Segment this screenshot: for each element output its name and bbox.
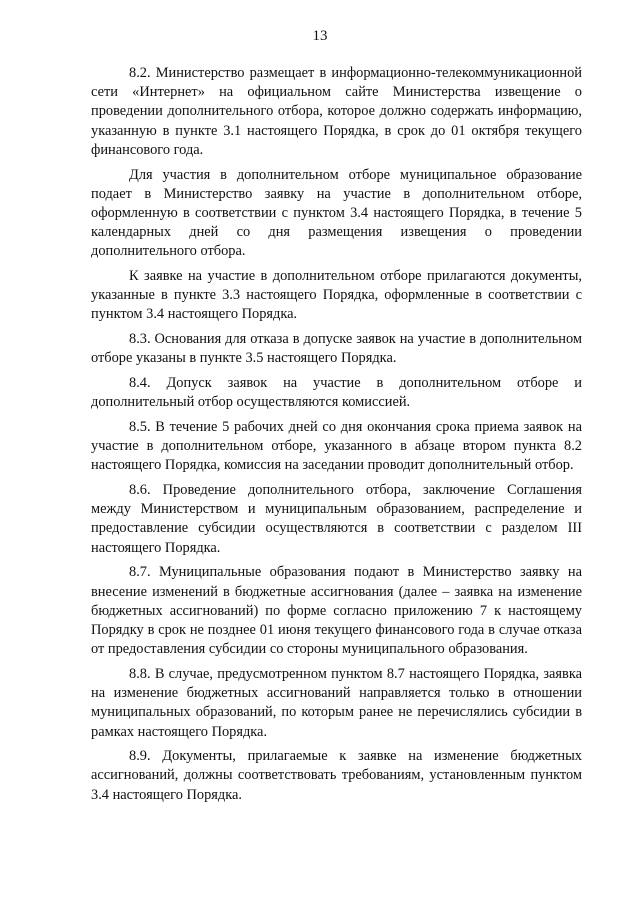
paragraph-8-2: 8.2. Министерство размещает в информационно-телекоммуникационной сети «Интернет» на официальном сайте Министерства извещение о проведении дополнительного отбора, которое должно содержать информацию, указанную в пункте 3.1 настоящего Порядка, в срок до 01 октября текущего финансового года. xyxy=(91,65,582,158)
paragraph-8-4: 8.4. Допуск заявок на участие в дополнительном отборе и дополнительный отбор осуществляются комиссией. xyxy=(91,375,582,411)
paragraph-8-3: 8.3. Основания для отказа в допуске заявок на участие в дополнительном отборе указаны в пункте 3.5 настоящего Порядка. xyxy=(91,331,582,367)
paragraph-8-9: 8.9. Документы, прилагаемые к заявке на изменение бюджетных ассигнований, должны соответствовать требованиям, установленным пунктом 3.4 настоящего Порядка. xyxy=(91,748,582,803)
paragraph-8-6: 8.6. Проведение дополнительного отбора, заключение Соглашения между Министерством и муниципальным образованием, распределение и предоставление субсидии осуществляются в соответствии с разделом III настоящего Порядка. xyxy=(91,482,582,556)
page-number: 13 xyxy=(312,28,328,44)
document-body xyxy=(91,64,582,810)
paragraph-8-2-participation: Для участия в дополнительном отборе муниципальное образование подает в Министерство заявку на участие в дополнительном отборе, оформленную в соответствии с пунктом 3.4 настоящего Порядка, в течение 5 календарных дней со дня размещения извещения о проведении дополнительного отбора. xyxy=(91,166,582,260)
paragraph-8-2-attachments: К заявке на участие в дополнительном отборе прилагаются документы, указанные в пункте 3.3 настоящего Порядка, оформленные в соответствии с пунктом 3.4 настоящего Порядка. xyxy=(91,268,582,323)
paragraph-8-7: 8.7. Муниципальные образования подают в Министерство заявку на внесение изменений в бюджетные ассигнования (далее – заявка на изменение бюджетных ассигнований) по форме согласно приложению 7 к настоящему Порядку в срок не позднее 01 июня текущего финансового года в случае отказа от предоставления субсидии со стороны муниципального образования. xyxy=(91,564,582,658)
paragraph-8-8: 8.8. В случае, предусмотренном пунктом 8.7 настоящего Порядка, заявка на изменение бюджетных ассигнований направляется только в отношении муниципальных образований, по которым ранее не перечислялись субсидии в рамках настоящего Порядка. xyxy=(91,665,582,740)
paragraph-8-5: 8.5. В течение 5 рабочих дней со дня окончания срока приема заявок на участие в дополнительном отборе, указанного в абзаце втором пункта 8.2 настоящего Порядка, комиссия на заседании проводит дополнительный отбор. xyxy=(91,418,582,474)
